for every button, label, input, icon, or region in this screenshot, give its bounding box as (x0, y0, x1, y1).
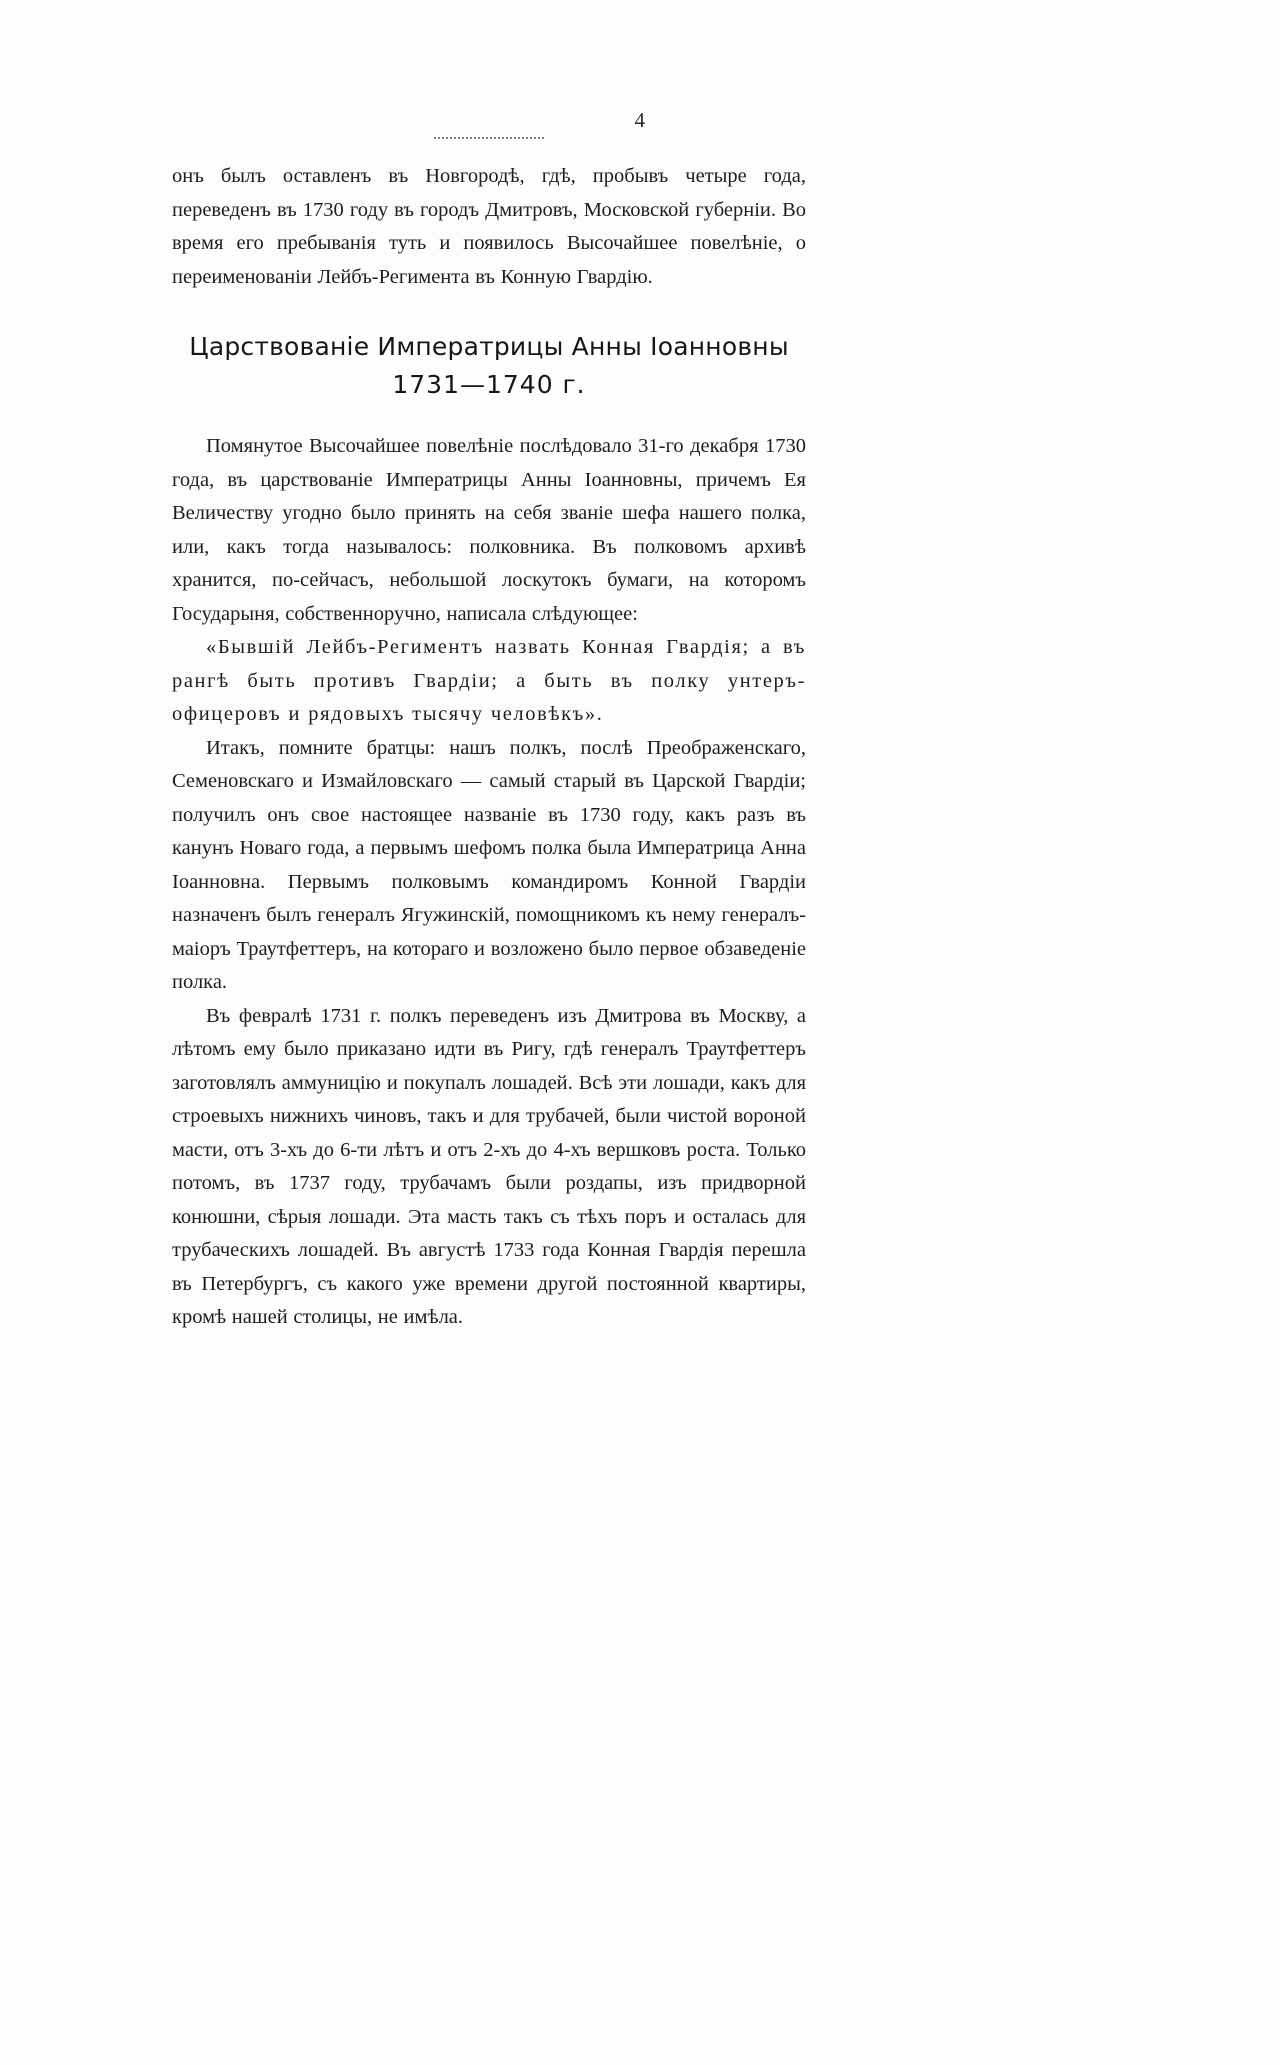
section-heading-line-1: Царствованіе Императрицы Анны Іоанновны (189, 332, 789, 361)
text-column (172, 160, 806, 1335)
paragraph: Итакъ, помните братцы: нашъ полкъ, послѣ Преображенскаго, Семеновскаго и Измайловскаго — самый старый въ Царской Гвардіи; получилъ онъ свое настоящее названіе въ 1730 году, какъ разъ въ канунъ Новаго года, а первымъ шефомъ полка была Императрица Анна Іоанновна. Первымъ полковымъ командиромъ Конной Гвардіи назначенъ былъ генералъ Ягужинскій, помощникомъ къ нему генералъ-маіоръ Траутфеттеръ, на котораго и возложено было первое обзаведеніе полка. (172, 736, 806, 993)
paragraph-continuation: онъ былъ оставленъ въ Новгородѣ, гдѣ, пробывъ четыре года, переведенъ въ 1730 году въ городъ Дмитровъ, Московской губерніи. Во время его пребыванія туть и появилось Высочайшее повелѣніе, о переименованіи Лейбъ-Регимента въ Конную Гвардію. (172, 165, 806, 288)
paragraph: Помянутое Высочайшее повелѣніе послѣдовало 31-го декабря 1730 года, въ царствованіе Императрицы Анны Іоанновны, причемъ Ея Величеству угодно было принять на себя званіе шефа нашего полка, или, какъ тогда называлось: полковника. Въ полковомъ архивѣ хранится, по-сейчасъ, небольшой лоскутокъ бумаги, на которомъ Государыня, собственноручно, написала слѣдующее: (172, 435, 806, 625)
paragraph-quote: «Бывшій Лейбъ-Региментъ назвать Конная Гвардія; а въ рангѣ быть противъ Гвардіи; а быть въ полку унтеръ-офицеровъ и рядовыхъ тысячу человѣкъ». (172, 636, 806, 725)
page-number: 4 (634, 108, 646, 132)
paragraph: Въ февралѣ 1731 г. полкъ переведенъ изъ Дмитрова въ Москву, а лѣтомъ ему было приказано идти въ Ригу, гдѣ генералъ Траутфеттеръ заготовлялъ аммуницію и покупалъ лошадей. Всѣ эти лошади, какъ для строевыхъ нижнихъ чиновъ, такъ и для трубачей, были чистой вороной масти, отъ 3-хъ до 6-ти лѣтъ и отъ 2-хъ до 4-хъ вершковъ роста. Только потомъ, въ 1737 году, трубачамъ были роздапы, изъ придворной конюшни, сѣрыя лошади. Эта масть такъ съ тѣхъ поръ и осталась для трубаческихъ лошадей. Въ августѣ 1733 года Конная Гвардія перешла въ Петербургъ, съ какого уже времени другой постоянной квартиры, кромѣ нашей столицы, не имѣла. (172, 1004, 806, 1328)
page-number-rule (434, 137, 544, 139)
section-heading-line-2: 1731—1740 г. (392, 370, 586, 399)
section-heading (172, 328, 806, 404)
